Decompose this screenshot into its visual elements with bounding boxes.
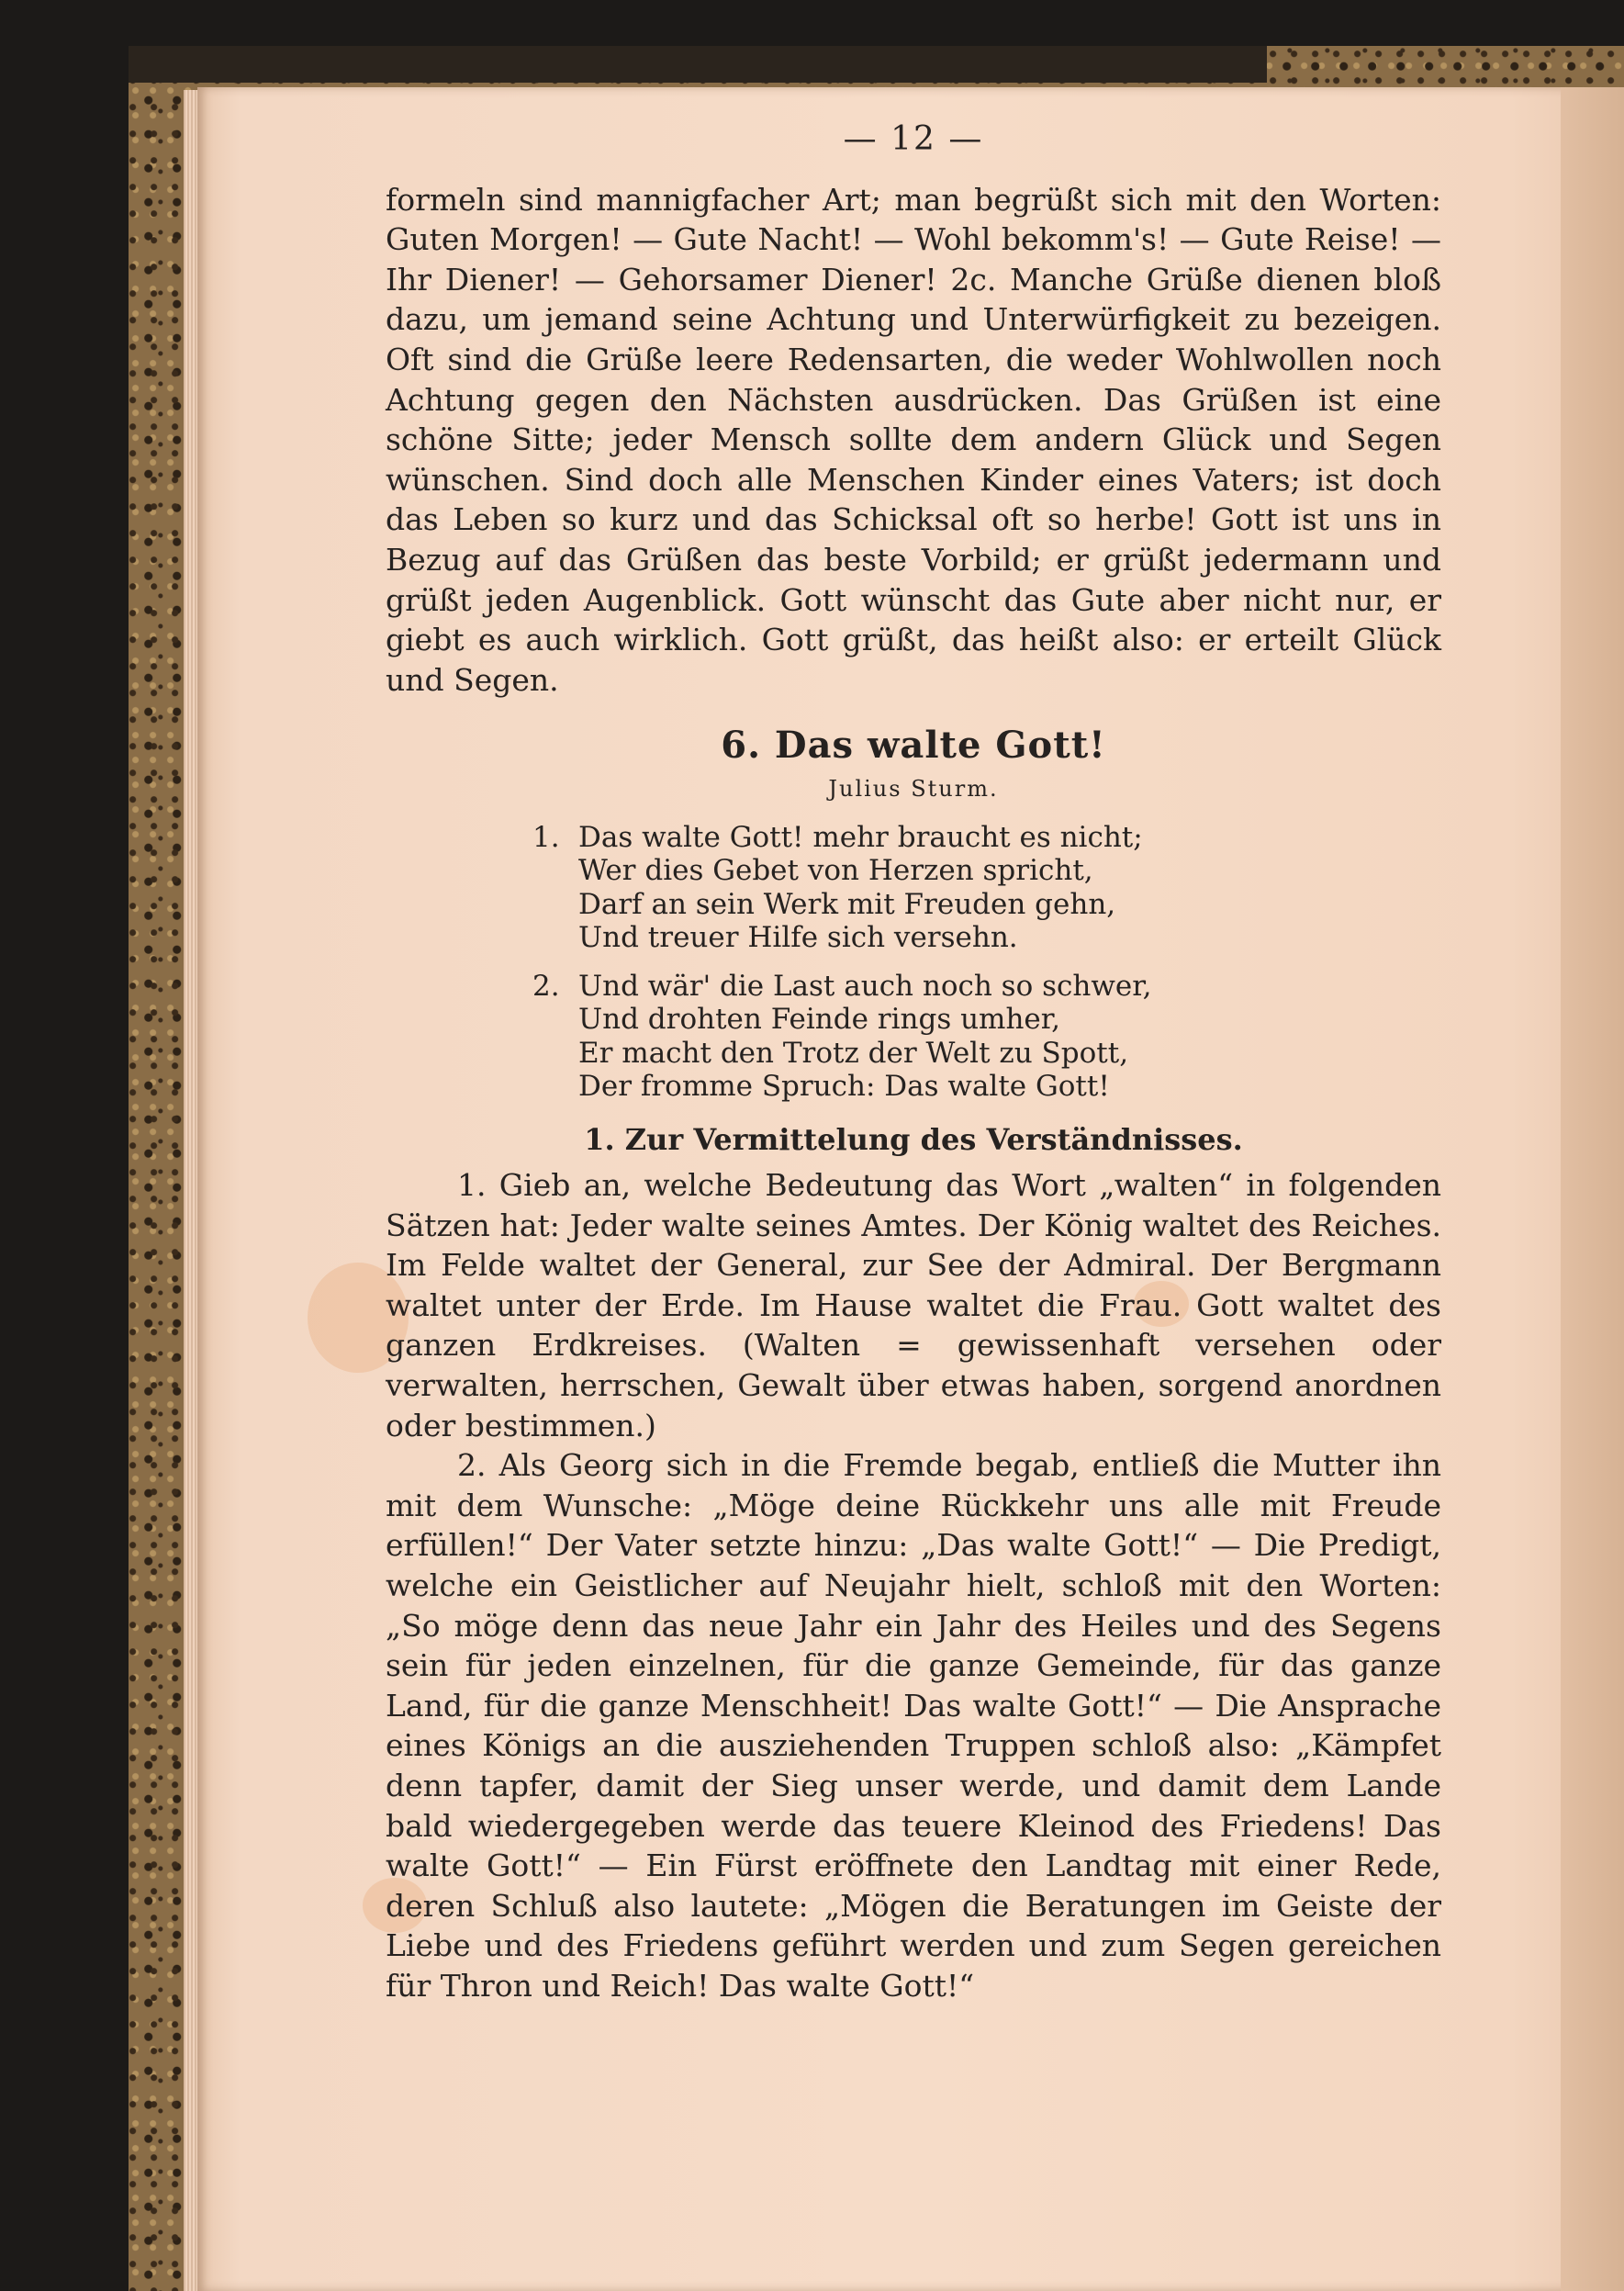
cover-top-edge (129, 46, 1267, 83)
verse-line (386, 970, 1441, 1004)
poem-stanza-2 (386, 970, 1441, 1104)
verse-line (386, 1070, 1441, 1104)
page-number: — 12 — (843, 120, 984, 158)
verse-line (386, 1037, 1441, 1071)
verse-text: Und wär' die Last auch noch so schwer, (578, 969, 1152, 1003)
page-text (386, 119, 1441, 2006)
exercise-paragraph-2: 2. Als Georg sich in die Fremde begab, entließ die Mutter ihn mit dem Wunsche: „Möge deine Rückkehr uns alle mit Freude erfüllen!“ Der Vater setzte hinzu: „Das walte Gott!“ — Die Predigt, welche ein Geistlicher auf Neujahr hielt, schloß mit den Worten: „So möge denn das neue Jahr ein Jahr des Heiles und des Segens sein für jeden einzelnen, für die ganze Gemeinde, für das ganze Land, für die ganze Menschheit! Das walte Gott!“ — Die Ansprache eines Königs an die ausziehenden Truppen schloß also: „Kämpfet denn tapfer, damit der Sieg unser werde, und damit dem Lande bald wiedergegeben werde das teuere Kleinod des Friedens! Das walte Gott!“ — Ein Fürst eröffnete den Landtag mit einer Rede, deren Schluß also lautete: „Mögen die Beratungen im Geiste der Liebe und des Friedens geführt werden und zum Segen gereichen für Thron und Reich! Das walte Gott!“ (386, 1447, 1441, 2004)
paragraph-greetings: formeln sind mannigfacher Art; man begrüßt sich mit den Worten: Guten Morgen! — Gute Nacht! — Wohl bekomm's! — Gute Reise! — Ihr Diener! — Gehorsamer Diener! 2c. Manche Grüße dienen bloß dazu, um jemand seine Achtung und Unterwürfigkeit zu bezeigen. Oft sind die Grüße leere Redensarten, die weder Wohlwollen noch Achtung gegen den Nächsten ausdrücken. Das Grüßen ist eine schöne Sitte; jeder Mensch sollte dem andern Glück und Segen wünschen. Sind doch alle Menschen Kinder eines Vaters; ist doch das Leben so kurz und das Schicksal oft so herbe! Gott ist uns in Bezug auf das Grüßen das beste Vorbild; er grüßt jedermann und grüßt jeden Augenblick. Gott wünscht das Gute aber nicht nur, er giebt es auch wirklich. Gott grüßt, das heißt also: er erteilt Glück und Segen. (386, 181, 1441, 698)
verse-line (386, 854, 1441, 888)
poem-title: 6. Das walte Gott! (721, 724, 1106, 768)
verse-text: Das walte Gott! mehr braucht es nicht; (578, 820, 1143, 854)
verse-text: Der fromme Spruch: Das walte Gott! (578, 1070, 1110, 1103)
poem-stanza-1 (386, 821, 1441, 955)
verse-text: Darf an sein Werk mit Freuden gehn, (578, 887, 1116, 921)
verse-line (386, 1003, 1441, 1037)
stanza-number: 1. (532, 820, 560, 854)
verse-text: Er macht den Trotz der Welt zu Spott, (578, 1036, 1129, 1070)
verse-text: Und treuer Hilfe sich versehn. (578, 921, 1018, 954)
next-page-edge (1561, 87, 1624, 2291)
section-heading: 1. Zur Vermittelung des Verständnisses. (584, 1121, 1243, 1157)
verse-text: Wer dies Gebet von Herzen spricht, (578, 854, 1093, 887)
poem-author: Julius Sturm. (828, 775, 999, 802)
verse-line (386, 921, 1441, 955)
exercise-paragraph-1: 1. Gieb an, welche Bedeutung das Wort „walten“ in folgenden Sätzen hat: Jeder walte seines Amtes. Der König waltet des Reiches. Im Felde waltet der General, zur See der Admiral. Der Bergmann waltet unter der Erde. Im Hause waltet die Frau. Gott waltet des ganzen Erdkreises. (Walten = gewissenhaft versehen oder verwalten, herrschen, Gewalt über etwas haben, sorgend anordnen oder bestimmen.) (386, 1167, 1441, 1443)
stanza-number: 2. (532, 969, 560, 1003)
verse-line (386, 821, 1441, 855)
verse-text: Und drohten Feinde rings umher, (578, 1003, 1061, 1036)
verse-line (386, 888, 1441, 922)
